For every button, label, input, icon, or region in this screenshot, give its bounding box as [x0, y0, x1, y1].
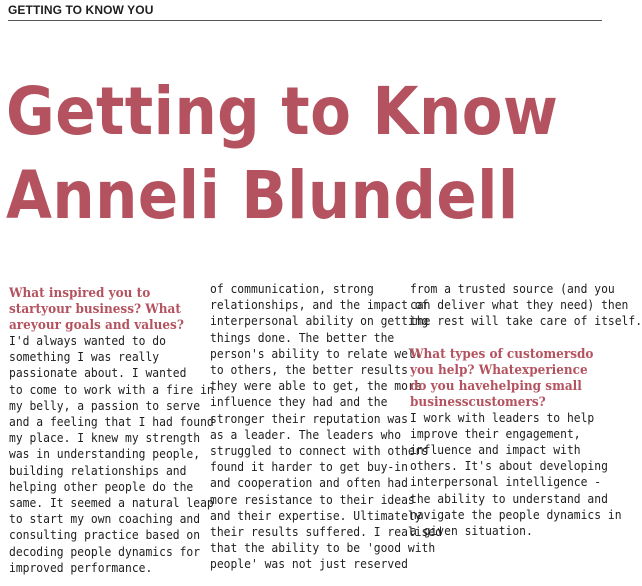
text-line: struggled to connect with others — [210, 443, 429, 459]
text-line: found it harder to get buy-in — [210, 459, 408, 475]
answer-paragraph — [410, 281, 642, 330]
text-line: was in understanding people, — [9, 446, 201, 462]
text-line: that the ability to be 'good with — [210, 540, 436, 556]
text-line: What inspired you to start — [9, 285, 151, 317]
text-line: and a feeling that I had found — [9, 414, 214, 430]
text-line: others. It's about developing — [410, 458, 608, 474]
text-line: their results suffered. I realised — [210, 524, 443, 540]
answer-paragraph — [9, 333, 214, 576]
question-heading — [410, 346, 599, 410]
text-line: I'd always wanted to do — [9, 333, 166, 348]
section-label: GETTING TO KNOW YOU — [8, 3, 154, 17]
text-line: from a trusted source (and you — [410, 281, 615, 296]
text-line: What types of customers — [410, 345, 577, 362]
article-title — [6, 70, 558, 238]
text-line: navigate the people dynamics in — [410, 506, 622, 522]
text-line: relationships, and the impact of — [210, 297, 429, 313]
text-line: helping other people do the — [9, 478, 194, 494]
text-line: consulting practice based on — [9, 527, 201, 543]
text-line: to others, the better results — [210, 362, 408, 378]
text-line: can deliver what they need) then — [410, 297, 629, 313]
text-line: influence they had and the — [210, 394, 388, 410]
text-line: decoding people dynamics for — [9, 543, 201, 559]
text-line: more resistance to their ideas — [210, 491, 415, 507]
text-line: stronger their reputation was — [210, 410, 408, 426]
article-title-line-2: Anneli Blundell — [6, 157, 519, 234]
text-line: a given situation. — [410, 523, 533, 539]
paragraph-gap — [410, 330, 599, 346]
question-heading — [9, 285, 187, 333]
text-line: they were able to get, the more — [210, 378, 422, 394]
text-line: to come to work with a fire in — [9, 381, 214, 397]
text-line: and their expertise. Ultimately — [210, 507, 422, 523]
article-column-3 — [410, 281, 642, 539]
text-line: of communication, strong — [210, 281, 374, 296]
text-line: experience do you have — [410, 361, 588, 394]
text-line: and cooperation and often had — [210, 475, 408, 491]
text-line: do you help? What — [410, 345, 594, 378]
text-line: my belly, a passion to serve — [9, 397, 201, 413]
text-line: my place. I knew my strength — [9, 430, 201, 446]
text-line: interpersonal ability on getting — [210, 313, 429, 329]
article-column-1 — [9, 285, 214, 576]
text-line: improve their engagement, — [410, 425, 581, 441]
section-divider — [8, 20, 602, 21]
text-line: influence and impact with — [410, 442, 581, 458]
article-column-2 — [210, 281, 443, 573]
text-line: improved performance. — [9, 559, 153, 575]
text-line: your goals and values? — [30, 317, 184, 333]
answer-paragraph — [410, 409, 622, 540]
text-line: to start my own coaching and — [9, 511, 201, 527]
text-line: passionate about. I wanted — [9, 365, 187, 381]
article-title-line-1: Getting to Know — [6, 73, 559, 150]
text-line: people' was not just reserved — [210, 556, 408, 572]
text-line: things done. The better the — [210, 329, 395, 345]
text-line: helping small business — [410, 377, 582, 410]
text-line: I work with leaders to help — [410, 409, 595, 425]
text-line: something I was really — [9, 349, 160, 365]
text-line: interpersonal intelligence - — [410, 474, 602, 490]
text-line: person's ability to relate well — [210, 345, 422, 361]
text-line: as a leader. The leaders who — [210, 426, 402, 442]
text-line: the rest will take care of itself. — [410, 313, 642, 329]
text-line: same. It seemed a natural leap — [9, 495, 214, 511]
text-line: your business? What are — [9, 301, 181, 333]
text-line: the ability to understand and — [410, 490, 608, 506]
answer-paragraph — [210, 281, 443, 573]
text-line: customers? — [468, 393, 546, 410]
text-line: building relationships and — [9, 462, 187, 478]
